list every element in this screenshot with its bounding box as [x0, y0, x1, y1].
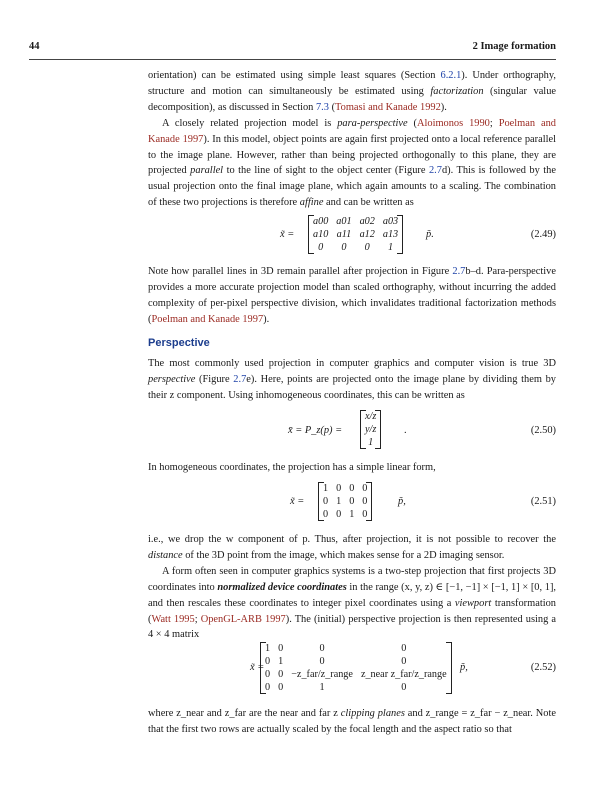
matrix-row: [309, 228, 402, 241]
matrix-cell: y/z: [365, 424, 377, 435]
matrix-row: [261, 655, 451, 668]
matrix-cell: 1: [387, 242, 394, 253]
paragraph: A form often seen in computer graphics systems is a two-step projection that first projects 3D coordinates into normalized device coordinates in the range (x, y, z) ∈ [−1, −1] × [−1, 1] × [0, 1], and then rescales these coordinates to integer pixel coordinates using a viewport transformation (Watt 1995; OpenGL-ARB 1997). The (initial) perspective projection is then represented using a 4 × 4 matrix: [148, 565, 557, 641]
matrix-cell: a01: [336, 216, 352, 227]
paragraph: The most commonly used projection in computer graphics and computer vision is true 3D perspective (Figure 2.7e). Here, points are projected onto the image plane by dividing them by their z component. Using inhomogeneous coordinates, this can be written as: [148, 358, 556, 401]
matrix-cell: a13: [382, 229, 399, 240]
figure-link[interactable]: 2.7: [233, 373, 247, 385]
running-header: [0, 41, 614, 55]
matrix-cell: a11: [336, 229, 352, 240]
body-text-lower: [148, 532, 556, 643]
matrix-row: [261, 642, 451, 655]
matrix-row: [261, 681, 451, 694]
matrix-cell: 1: [265, 643, 271, 654]
matrix-cell: 0: [318, 242, 324, 253]
matrix-cell: 0: [341, 242, 347, 253]
equation-lhs: x̃ =: [290, 496, 305, 507]
matrix-cell: z_near z_far/z_range: [360, 669, 447, 680]
equation-2-50: [148, 408, 556, 458]
equation-2-52: [148, 641, 556, 703]
equation-matrix: [360, 410, 381, 449]
citation-link[interactable]: Poelman and Kanade 1997: [151, 313, 264, 325]
equation-lhs: x̃ =: [250, 662, 265, 673]
citation-link[interactable]: OpenGL-ARB 1997: [200, 613, 286, 625]
citation-link[interactable]: Poelman and Kanade 1997: [148, 117, 556, 145]
matrix-row: [309, 241, 402, 254]
matrix-cell: 0: [278, 643, 284, 654]
matrix-cell: 0: [349, 483, 355, 494]
body-text-bottom: [148, 706, 556, 737]
matrix-cell: 0: [265, 656, 271, 667]
matrix-cell: 0: [278, 669, 284, 680]
matrix-cell: 1: [278, 656, 284, 667]
citation-link[interactable]: Tomasi and Kanade 1992: [335, 101, 441, 113]
matrix-cell: 0: [401, 682, 407, 693]
matrix-cell: 0: [336, 483, 342, 494]
matrix-cell: 1: [323, 483, 329, 494]
equation-matrix: [308, 215, 403, 254]
equation-number: (2.49): [530, 229, 556, 240]
matrix-cell: a12: [359, 229, 375, 240]
matrix-row: [261, 668, 451, 681]
page-number: 44: [29, 41, 40, 52]
paragraph: A closely related projection model is para-perspective (Aloimonos 1990; Poelman and Kanade 1997). In this model, object points are again first projected onto a local reference parallel to the image plane. However, rather than being projected orthogonally to this plane, they are projected parallel to the line of sight to the object center (Figure 2.7d). This is followed by the usual projection onto the final image plane, which again amounts to a scaling. The combination of these two projections is therefore affine and can be written as: [148, 117, 557, 209]
figure-link[interactable]: 2.7: [428, 165, 442, 177]
paragraph: In homogeneous coordinates, the projection has a simple linear form,: [148, 462, 436, 473]
equation-2-51: [148, 481, 556, 527]
equation-matrix: [260, 642, 452, 694]
section-link[interactable]: 7.3: [315, 101, 329, 113]
matrix-cell: a03: [382, 216, 399, 227]
paragraph: i.e., we drop the w component of p. Thus, after projection, it is not possible to recover the distance of the 3D point from the image, which makes sense for a 2D imaging sensor.: [148, 534, 556, 561]
section-heading: Perspective: [148, 337, 210, 349]
matrix-row: [361, 410, 380, 423]
matrix-cell: a00: [313, 216, 329, 227]
equation-number: (2.52): [530, 662, 556, 673]
matrix-row: [361, 423, 380, 436]
equation-rhs: p̃.: [426, 229, 434, 240]
matrix-cell: 0: [265, 682, 271, 693]
matrix-cell: x/z: [365, 411, 377, 422]
section-link[interactable]: 6.2.1: [440, 70, 462, 81]
matrix-cell: 0: [278, 682, 284, 693]
matrix-row: [319, 508, 371, 521]
chapter-title: 2 Image formation: [472, 41, 556, 52]
equation-rhs: p̃,: [460, 662, 468, 673]
equation-lhs: x̃ =: [280, 229, 295, 240]
matrix-cell: 0: [401, 643, 407, 654]
paragraph: orientation) can be estimated using simple least squares (Section 6.2.1). Under orthography, structure and motion can simultaneously be estimated using factorization (singular value decomposition), as discussed in Section 7.3 (Tomasi and Kanade 1992).: [148, 70, 556, 113]
matrix-cell: −z_far/z_range: [291, 669, 353, 680]
matrix-cell: 0: [364, 242, 370, 253]
matrix-cell: 0: [349, 496, 355, 507]
matrix-cell: 1: [336, 496, 342, 507]
equation-matrix: [318, 482, 372, 521]
matrix-cell: 0: [336, 509, 342, 520]
matrix-cell: 1: [319, 682, 325, 693]
header-rule: [29, 59, 556, 60]
matrix-cell: a02: [359, 216, 375, 227]
matrix-row: [319, 482, 371, 495]
matrix-cell: 1: [349, 509, 355, 520]
matrix-cell: 0: [401, 656, 407, 667]
matrix-row: [361, 436, 380, 449]
matrix-cell: 0: [319, 656, 325, 667]
citation-link[interactable]: Aloimonos 1990: [416, 117, 490, 129]
matrix-cell: 0: [362, 483, 368, 494]
matrix-cell: 0: [362, 509, 368, 520]
body-text-homog: [148, 460, 556, 476]
matrix-row: [309, 215, 402, 228]
equation-number: (2.50): [530, 425, 556, 436]
figure-link[interactable]: 2.7: [452, 266, 466, 277]
paragraph: Note how parallel lines in 3D remain parallel after projection in Figure 2.7b–d. Para-perspective provides a more accurate projection model than scaled orthography, without incurring the added complexity of per-pixel perspective division, which invalidates traditional factorization methods (Poelman and Kanade 1997).: [148, 266, 556, 325]
equation-rhs: .: [404, 425, 407, 436]
paragraph: where z_near and z_far are the near and far z clipping planes and z_range = z_far − z_near. Note that the first two rows are actually scaled by the focal length and the aspect ratio so that: [148, 708, 557, 735]
matrix-cell: 0: [265, 669, 271, 680]
equation-2-49: [148, 214, 556, 260]
body-text-perspective: [148, 356, 556, 404]
matrix-row: [319, 495, 371, 508]
matrix-cell: 1: [368, 437, 374, 448]
equation-number: (2.51): [530, 496, 556, 507]
matrix-cell: 0: [362, 496, 368, 507]
matrix-cell: 0: [319, 643, 325, 654]
body-text-mid: [148, 264, 556, 328]
matrix-cell: 0: [323, 509, 329, 520]
matrix-cell: 0: [323, 496, 329, 507]
citation-link[interactable]: Watt 1995: [151, 613, 195, 625]
equation-lhs: x̄ = P_z(p) =: [288, 425, 343, 436]
body-text-top: [148, 68, 556, 211]
matrix-cell: a10: [313, 229, 329, 240]
equation-rhs: p̃,: [398, 496, 406, 507]
